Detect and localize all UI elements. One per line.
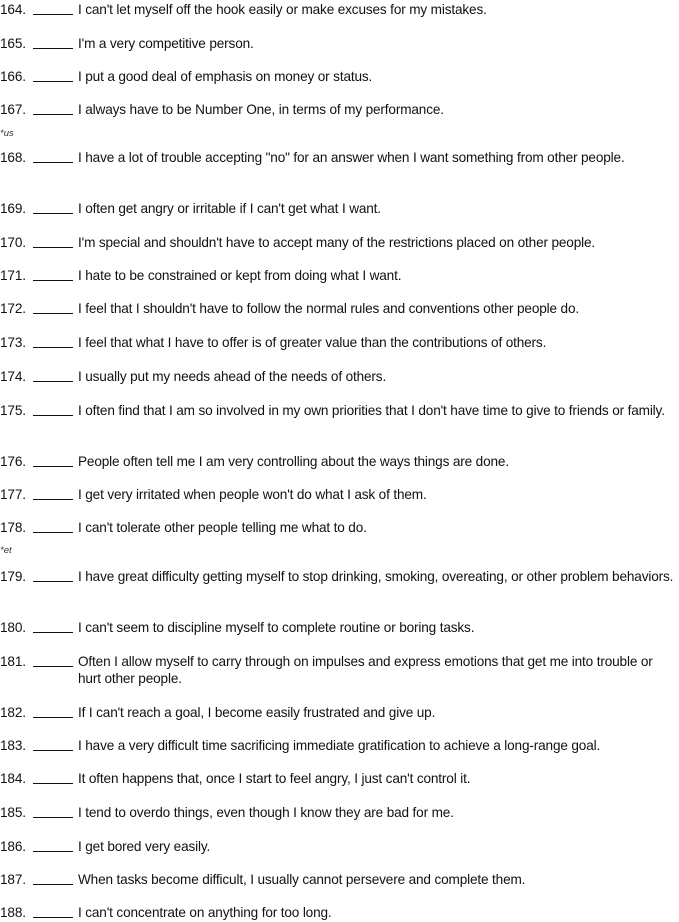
answer-blank[interactable] [33,334,73,348]
item-number: 167. [0,102,26,117]
item-number: 182. [0,705,26,720]
answer-blank[interactable] [33,838,73,852]
item-text: I hate to be constrained or kept from doing what I want. [78,268,402,283]
item-number: 164. [0,2,26,17]
item-text: I always have to be Number One, in terms of my performance. [78,102,444,117]
item-text: I often find that I am so involved in my own priorities that I don't have time to give to friends or family. [78,403,665,418]
item-text: If I can't reach a goal, I become easily frustrated and give up. [78,705,436,720]
item-number: 165. [0,36,26,51]
item-number: 170. [0,235,26,250]
item-number: 180. [0,620,26,635]
section-marker: *et [0,545,12,556]
item-text: When tasks become difficult, I usually cannot persevere and complete them. [78,872,526,887]
answer-blank[interactable] [33,368,73,382]
item-text: I'm special and shouldn't have to accept many of the restrictions placed on other people. [78,235,596,250]
answer-blank[interactable] [33,101,73,115]
item-number: 183. [0,738,26,753]
section-marker: *us [0,128,14,139]
answer-blank[interactable] [33,300,73,314]
answer-blank[interactable] [33,568,73,582]
answer-blank[interactable] [33,704,73,718]
item-text: I have great difficulty getting myself to stop drinking, smoking, overeating, or other problem behaviors. [78,569,674,584]
item-number: 172. [0,301,26,316]
item-text: I get very irritated when people won't do what I ask of them. [78,487,427,502]
item-number: 174. [0,369,26,384]
item-number: 187. [0,872,26,887]
item-number: 168. [0,150,26,165]
item-number: 169. [0,201,26,216]
answer-blank[interactable] [33,653,73,667]
item-text: I feel that what I have to offer is of greater value than the contributions of others. [78,335,547,350]
answer-blank[interactable] [33,486,73,500]
answer-blank[interactable] [33,453,73,467]
item-number: 173. [0,335,26,350]
answer-blank[interactable] [33,871,73,885]
answer-blank[interactable] [33,35,73,49]
answer-blank[interactable] [33,904,73,918]
item-text: I'm a very competitive person. [78,36,254,51]
item-text: Often I allow myself to carry through on impulses and express emotions that get me into trouble or hurt other people. [78,654,653,686]
item-text: I have a very difficult time sacrificing immediate gratification to achieve a long-range goal. [78,738,601,753]
item-text: It often happens that, once I start to feel angry, I just can't control it. [78,771,471,786]
answer-blank[interactable] [33,68,73,82]
item-text: I get bored very easily. [78,839,211,854]
answer-blank[interactable] [33,1,73,15]
answer-blank[interactable] [33,149,73,163]
item-text: I have a lot of trouble accepting "no" for an answer when I want something from other people. [78,150,625,165]
answer-blank[interactable] [33,804,73,818]
answer-blank[interactable] [33,519,73,533]
answer-blank[interactable] [33,402,73,416]
answer-blank[interactable] [33,619,73,633]
item-number: 185. [0,805,26,820]
item-number: 186. [0,839,26,854]
answer-blank[interactable] [33,234,73,248]
item-number: 184. [0,771,26,786]
item-number: 166. [0,69,26,84]
item-text: I can't tolerate other people telling me what to do. [78,520,367,535]
item-number: 178. [0,520,26,535]
item-number: 179. [0,569,26,584]
item-text: I tend to overdo things, even though I know they are bad for me. [78,805,454,820]
item-text: I feel that I shouldn't have to follow the normal rules and conventions other people do. [78,301,580,316]
item-text: People often tell me I am very controlling about the ways things are done. [78,454,509,469]
item-text: I can't seem to discipline myself to complete routine or boring tasks. [78,620,475,635]
answer-blank[interactable] [33,770,73,784]
item-number: 175. [0,403,26,418]
item-text: I can't concentrate on anything for too long. [78,905,332,920]
item-text: I often get angry or irritable if I can't get what I want. [78,201,381,216]
answer-blank[interactable] [33,200,73,214]
item-number: 188. [0,905,26,920]
item-text: I usually put my needs ahead of the needs of others. [78,369,387,384]
item-number: 181. [0,654,26,669]
answer-blank[interactable] [33,267,73,281]
item-number: 176. [0,454,26,469]
answer-blank[interactable] [33,737,73,751]
item-text: I put a good deal of emphasis on money or status. [78,69,373,84]
item-number: 177. [0,487,26,502]
item-text: I can't let myself off the hook easily or make excuses for my mistakes. [78,2,487,17]
item-number: 171. [0,268,26,283]
